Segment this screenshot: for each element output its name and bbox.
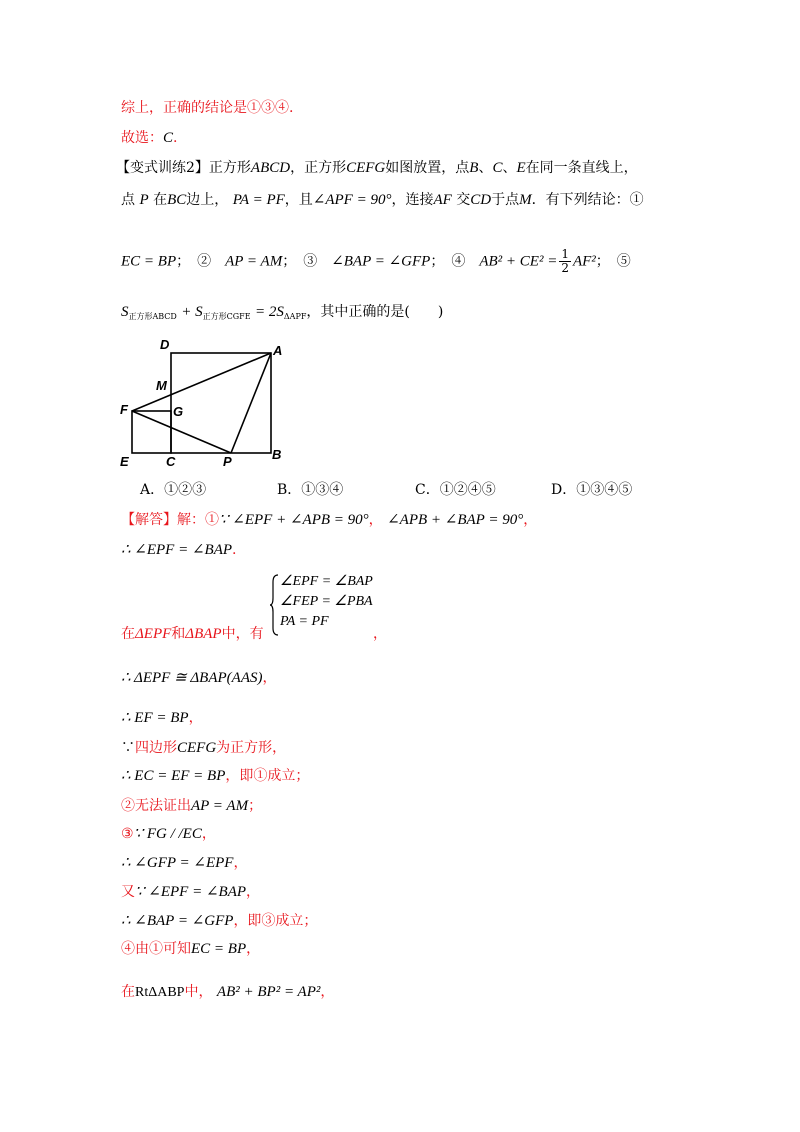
solution-line-8: ③∵ FG / /EC， (121, 826, 216, 842)
solution-line-1: 【解答】解：①∵ ∠EPF + ∠APB = 90°， ∠APB + ∠BAP = 90°， (121, 512, 538, 528)
answer-line: 故选：C. (121, 130, 178, 146)
label-p: P (223, 454, 232, 469)
geometry-figure (110, 330, 300, 470)
label-g: G (173, 404, 184, 419)
solution-line-13: 在RtΔABP中， AB² + BP² = AP²， (121, 984, 335, 1000)
solution-line-11: ∴ ∠BAP = ∠GFP，即③成立； (121, 913, 318, 929)
system-row-1: ∠EPF = ∠BAP (280, 574, 373, 589)
solution-line-7: ②无法证出AP = AM； (121, 798, 263, 814)
label-f: F (120, 402, 128, 417)
option-d[interactable]: D．①③④⑤ (551, 482, 633, 498)
option-a[interactable]: A．①②③ (140, 482, 207, 498)
problem-conclusions: EC = BP； ② AP = AM； ③ ∠BAP = ∠GFP； ④ AB² + CE² = $\frac{1}{2}$ AF²； ⑤ (121, 247, 631, 275)
system-row-3: PA = PF (280, 614, 329, 629)
solution-line-6: ∴ EC = EF = BP，即①成立； (121, 768, 310, 784)
problem-line-2: 点 P 在BC边上， PA = PF，且∠APF = 90°，连接AF 交CD于点M．有下列结论：① (121, 192, 644, 208)
solution-line-5: ∵四边形CEFG为正方形， (121, 740, 287, 756)
label-m: M (156, 378, 167, 393)
problem-line-1: 【变式训练2】正方形ABCD，正方形CEFG如图放置，点B、C、E在同一条直线上， (116, 160, 638, 176)
segment-af (132, 353, 271, 411)
solution-line-4: ∴ EF = BP， (121, 710, 203, 726)
label-c: C (166, 454, 176, 469)
conclusion-line: 综上，正确的结论是①③④. (121, 100, 294, 116)
option-b[interactable]: B．①③④ (277, 482, 344, 498)
label-e: E (120, 454, 129, 469)
square-cefg (132, 411, 171, 453)
equation-system (270, 572, 373, 632)
solution-line-9: ∴ ∠GFP = ∠EPF， (121, 855, 248, 871)
square-abcd (171, 353, 271, 453)
label-d: D (160, 337, 170, 352)
system-prefix: 在ΔEPF和ΔBAP中，有 (121, 626, 264, 642)
left-brace (270, 574, 280, 636)
option-c[interactable]: C．①②④⑤ (415, 482, 496, 498)
system-comma: ， (373, 626, 387, 642)
label-b: B (272, 447, 282, 462)
solution-line-12: ④由①可知EC = BP， (121, 941, 261, 957)
solution-line-10: 又∵ ∠EPF = ∠BAP， (121, 884, 261, 900)
solution-line-2: ∴ ∠EPF = ∠BAP. (121, 542, 237, 558)
solution-line-3: ∴ ΔEPF ≅ ΔBAP(AAS)， (121, 670, 277, 686)
label-a: A (273, 343, 283, 358)
system-row-2: ∠FEP = ∠PBA (280, 594, 373, 609)
problem-area-statement: $S_{正方形ABCD} + S_{正方形CGFE} = 2S_{\Delta APF}$，其中正确的是( ) (121, 304, 444, 321)
